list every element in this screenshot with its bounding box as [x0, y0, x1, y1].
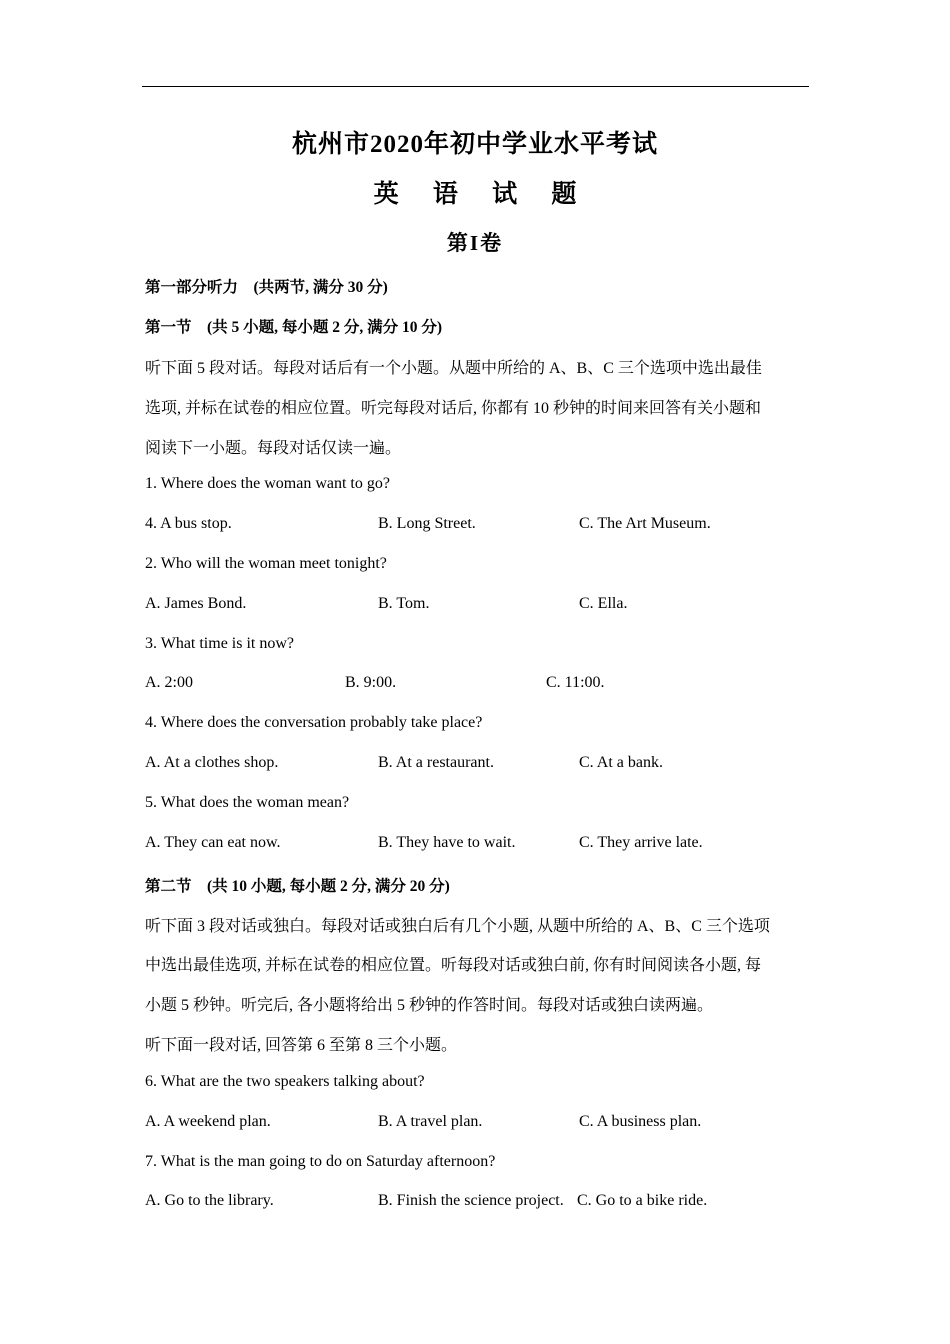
question-2: 2. Who will the woman meet tonight? [145, 555, 387, 572]
q1-option-b: B. Long Street. [378, 515, 476, 532]
exam-subtitle: 英 语 试 题 [373, 181, 591, 208]
q5-option-b: B. They have to wait. [378, 834, 516, 851]
q5-option-c: C. They arrive late. [579, 834, 703, 851]
question-5: 5. What does the woman mean? [145, 794, 350, 811]
q4-option-c: C. At a bank. [579, 754, 663, 771]
q6-option-b: B. A travel plan. [378, 1113, 483, 1130]
section1-heading: 第一节 (共 5 小题, 每小题 2 分, 满分 10 分) [145, 319, 443, 336]
q4-option-a: A. At a clothes shop. [145, 754, 279, 771]
section2-instruction: 听下面 3 段对话或独白。每段对话或独白后有几个小题, 从题中所给的 A、B、C 三个选项 [145, 918, 770, 935]
section1-instruction: 选项, 并标在试卷的相应位置。听完每段对话后, 你都有 10 秒钟的时间来回答有关小题和 [145, 400, 762, 417]
volume-label: 第I卷 [446, 231, 504, 255]
q2-option-a: A. James Bond. [145, 595, 247, 612]
section1-instruction: 听下面 5 段对话。每段对话后有一个小题。从题中所给的 A、B、C 三个选项中选出最佳 [145, 360, 762, 377]
section2-instruction: 中选出最佳选项, 并标在试卷的相应位置。听每段对话或独白前, 你有时间阅读各小题, 每 [145, 957, 762, 974]
q1-option-a: 4. A bus stop. [145, 515, 232, 532]
q5-option-a: A. They can eat now. [145, 834, 281, 851]
q7-option-b: B. Finish the science project. [378, 1192, 564, 1209]
q7-option-c: C. Go to a bike ride. [577, 1192, 708, 1209]
q7-option-a: A. Go to the library. [145, 1192, 274, 1209]
question-6: 6. What are the two speakers talking about? [145, 1073, 425, 1090]
q2-option-b: B. Tom. [378, 595, 430, 612]
question-1: 1. Where does the woman want to go? [145, 475, 390, 492]
q2-option-c: C. Ella. [579, 595, 628, 612]
part1-heading: 第一部分听力 (共两节, 满分 30 分) [145, 279, 388, 296]
section2-heading: 第二节 (共 10 小题, 每小题 2 分, 满分 20 分) [145, 878, 450, 895]
section2-instruction: 小题 5 秒钟。听完后, 各小题将给出 5 秒钟的作答时间。每段对话或独白读两遍。 [145, 997, 714, 1014]
q6-option-a: A. A weekend plan. [145, 1113, 271, 1130]
question-4: 4. Where does the conversation probably take place? [145, 714, 483, 731]
q4-option-b: B. At a restaurant. [378, 754, 494, 771]
q1-option-c: C. The Art Museum. [579, 515, 711, 532]
question-3: 3. What time is it now? [145, 635, 295, 652]
exam-title: 杭州市2020年初中学业水平考试 [291, 131, 658, 158]
q6-option-c: C. A business plan. [579, 1113, 702, 1130]
dialogue-intro: 听下面一段对话, 回答第 6 至第 8 三个小题。 [145, 1037, 458, 1054]
q3-option-b: B. 9:00. [345, 674, 397, 691]
q3-option-c: C. 11:00. [546, 674, 605, 691]
section1-instruction: 阅读下一小题。每段对话仅读一遍。 [145, 440, 402, 457]
q3-option-a: A. 2:00 [145, 674, 193, 691]
header-rule [142, 86, 809, 87]
question-7: 7. What is the man going to do on Saturday afternoon? [145, 1153, 496, 1170]
